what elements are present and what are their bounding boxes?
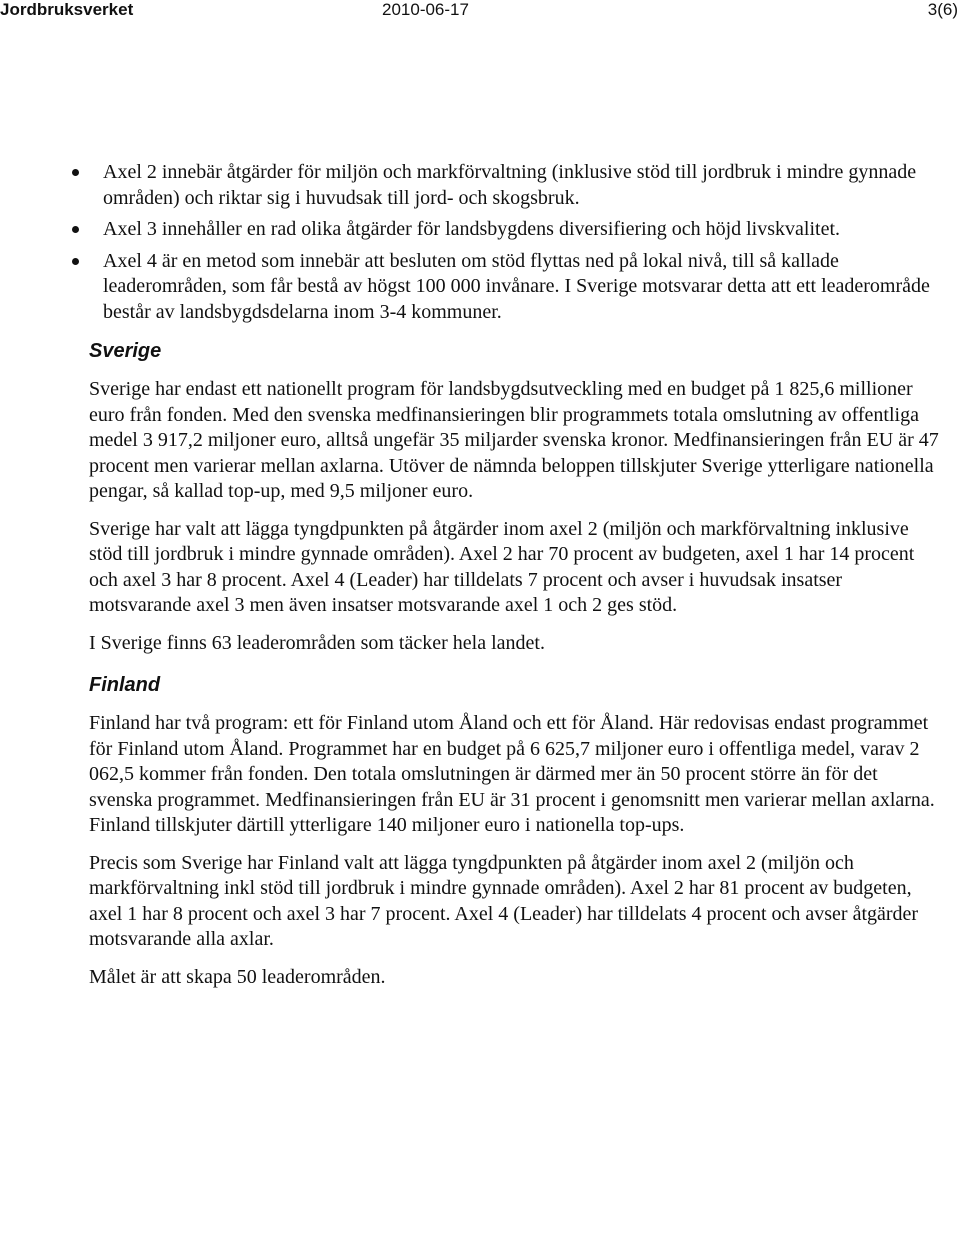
document-body: [89, 160, 939, 990]
page-number: 3(6): [927, 0, 958, 19]
section-heading-sverige: Sverige: [89, 340, 162, 362]
list-item: [89, 249, 939, 326]
paragraph: Sverige har valt att lägga tyngdpunkten på åtgärder inom axel 2 (miljön och markförvaltning inklusive stöd till jordbruk i mindre gynnade områden). Axel 2 har 70 procent av budgeten, axel 1 har 14 procent och axel 3 har 8 procent. Axel 4 (Leader) har tilldelats 7 procent och avser i huvudsak insatser motsvarande axel 3 men även insatser motsvarande axel 1 och 2 ges stöd.: [89, 517, 915, 616]
bullet-icon: [72, 258, 79, 265]
list-item: [89, 217, 939, 243]
bullet-icon: [72, 226, 79, 233]
bullet-text: Axel 4 är en metod som innebär att besluten om stöd flyttas ned på lokal nivå, till så kallade leaderområden, som får bestå av högst 100 000 invånare. I Sverige motsvarar detta att ett leaderområde består av landsbygdsdelarna inom 3-4 kommuner.: [103, 249, 930, 323]
paragraph: Sverige har endast ett nationellt program för landsbygdsutveckling med en budget på 1 825,6 millioner euro från fonden. Med den svenska medfinansieringen blir programmets totala omslutning av offentliga medel 3 917,2 miljoner euro, alltså ungefär 35 miljarder svenska kronor. Medfinansieringen från EU är 47 procent men varierar mellan axlarna. Utöver de nämnda beloppen tillskjuter Sverige ytterligare nationella pengar, så kallad top-up, med 9,5 miljoner euro.: [89, 378, 939, 502]
bullet-text: Axel 3 innehåller en rad olika åtgärder för landsbygdens diversifiering och höjd livskvalitet.: [103, 218, 841, 240]
paragraph: I Sverige finns 63 leaderområden som täcker hela landet.: [89, 631, 545, 654]
page-header: [0, 0, 960, 24]
organization-name: Jordbruksverket: [0, 0, 134, 19]
bullet-icon: [72, 169, 79, 176]
paragraph: Precis som Sverige har Finland valt att lägga tyngdpunkten på åtgärder inom axel 2 (miljön och markförvaltning inkl stöd till jordbruk i mindre gynnade områden). Axel 2 har 81 procent av budgeten, axel 1 har 8 procent och axel 3 har 7 procent. Axel 4 (Leader) har tilldelats 4 procent och avser åtgärder motsvarande alla axlar.: [89, 851, 919, 950]
paragraph: Finland har två program: ett för Finland utom Åland och ett för Åland. Här redovisas endast programmet för Finland utom Åland. Programmet har en budget på 6 625,7 miljoner euro i offentliga medel, varav 2 062,5 kommer från fonden. Den totala omslutningen är därmed mer än 50 procent större än för det svenska programmet. Medfinansieringen från EU är 31 procent i genomsnitt men varierar mellan axlarna. Finland tillskjuter därtill ytterligare 140 miljoner euro i nationella top-ups.: [89, 712, 935, 836]
axis-bullet-list: [89, 160, 939, 325]
section-heading-finland: Finland: [89, 674, 161, 696]
list-item: [89, 160, 939, 211]
bullet-text: Axel 2 innebär åtgärder för miljön och markförvaltning (inklusive stöd till jordbruk i mindre gynnade områden) och riktar sig i huvudsak till jord- och skogsbruk.: [103, 161, 917, 209]
document-date: 2010-06-17: [382, 0, 469, 19]
paragraph: Målet är att skapa 50 leaderområden.: [89, 965, 386, 988]
